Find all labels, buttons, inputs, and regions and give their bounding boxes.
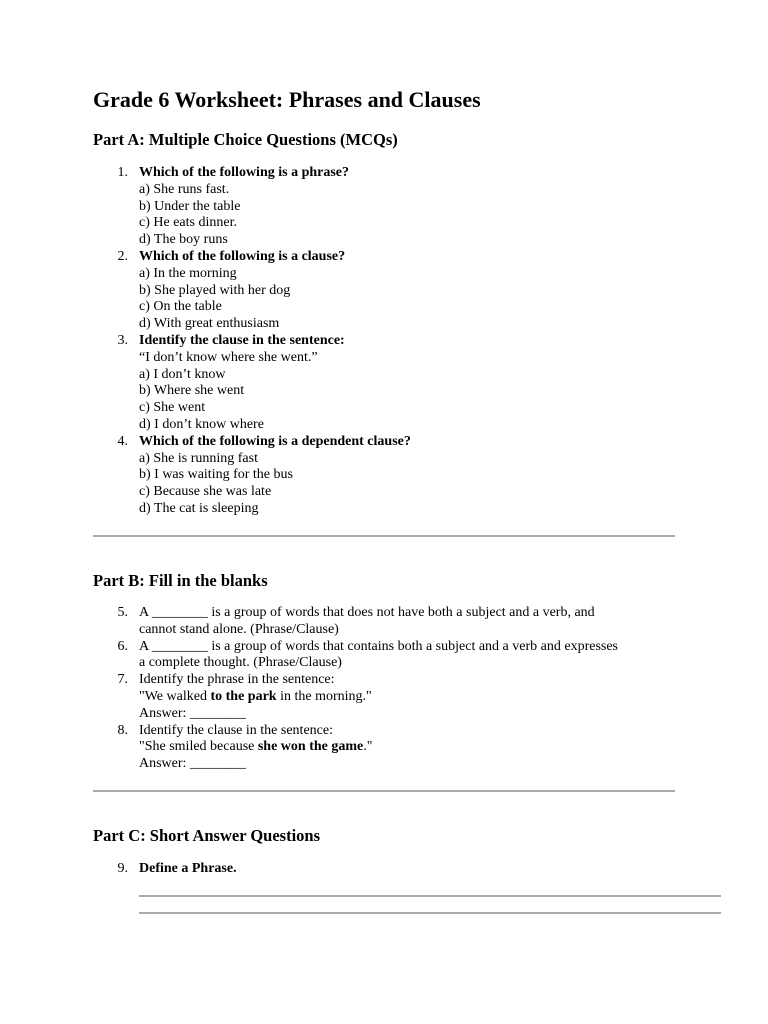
option-a: a) In the morning [139, 265, 237, 281]
section-divider [93, 790, 675, 792]
option-c: c) She went [139, 400, 206, 416]
question-sentence [139, 689, 768, 706]
question-text-line-1: A ________ is a group of words that does not have both a subject and a verb, and [139, 605, 595, 620]
mcq-question-4 [0, 434, 768, 518]
part-b-question-list [0, 605, 768, 773]
question-number: 9. [117, 861, 128, 876]
option-c: c) On the table [139, 299, 222, 315]
option-d: d) The boy runs [139, 232, 228, 248]
question-number: 7. [117, 672, 128, 688]
option-b: b) Where she went [139, 383, 245, 399]
option-c: c) Because she was late [139, 484, 272, 500]
option-b: b) She played with her dog [139, 282, 291, 298]
part-c-heading: Part C: Short Answer Questions [93, 826, 321, 845]
part-b-heading: Part B: Fill in the blanks [93, 571, 268, 590]
question-number: 8. [117, 722, 128, 738]
question-number: 5. [117, 605, 128, 620]
sentence-start: "We walked [139, 688, 211, 704]
question-text: Which of the following is a phrase? [139, 165, 350, 180]
page-title: Grade 6 Worksheet: Phrases and Clauses [93, 87, 481, 112]
sentence-start: "She smiled because [139, 739, 258, 755]
question-text: Identify the phrase in the sentence: [139, 672, 335, 688]
sentence-end: in the morning." [276, 688, 372, 704]
highlighted-clause: she won the game [257, 739, 364, 755]
question-number: 3. [117, 332, 128, 348]
part-a-question-list [0, 165, 768, 518]
option-d: d) I don’t know where [139, 416, 264, 432]
sentence-end: ." [363, 739, 373, 755]
question-number: 4. [117, 433, 128, 449]
part-a-heading: Part A: Multiple Choice Questions (MCQs) [93, 130, 398, 149]
answer-blank: Answer: ________ [139, 756, 246, 772]
question-text: Which of the following is a dependent clause? [139, 433, 411, 449]
mcq-question-2 [0, 249, 768, 333]
fill-blank-question-5 [0, 605, 768, 639]
highlighted-phrase: to the park [210, 688, 277, 704]
option-b: b) I was waiting for the bus [139, 467, 293, 483]
option-a: a) I don’t know [139, 366, 226, 382]
question-text-line-1: A ________ is a group of words that contains both a subject and a verb and expresses [139, 638, 619, 654]
option-c: c) He eats dinner. [139, 215, 237, 231]
short-answer-question-9 [0, 861, 768, 878]
section-divider [93, 535, 675, 537]
fill-blank-question-7 [0, 672, 768, 722]
mcq-question-1 [0, 165, 768, 249]
option-a: a) She is running fast [139, 450, 258, 466]
option-d: d) With great enthusiasm [139, 316, 280, 332]
question-text: Define a Phrase. [139, 861, 237, 876]
option-d: d) The cat is sleeping [139, 500, 259, 516]
fill-blank-question-8 [0, 723, 768, 773]
question-number: 6. [117, 638, 128, 654]
answer-blank: Answer: ________ [139, 705, 246, 721]
question-text: Identify the clause in the sentence: [139, 722, 333, 738]
question-number: 2. [117, 248, 128, 264]
mcq-question-3 [0, 333, 768, 434]
question-text-line-2: a complete thought. (Phrase/Clause) [139, 655, 342, 671]
option-a: a) She runs fast. [139, 181, 230, 197]
question-text: Identify the clause in the sentence: [139, 332, 345, 348]
part-c-question-list [0, 861, 768, 878]
question-sentence [139, 739, 768, 756]
question-text-line-2: cannot stand alone. (Phrase/Clause) [139, 621, 339, 637]
fill-blank-question-6 [0, 639, 768, 673]
answer-line [139, 895, 721, 897]
question-sentence: “I don’t know where she went.” [139, 349, 318, 365]
answer-line [139, 912, 721, 914]
question-text: Which of the following is a clause? [139, 248, 346, 264]
option-b: b) Under the table [139, 198, 241, 214]
question-number: 1. [117, 165, 128, 180]
